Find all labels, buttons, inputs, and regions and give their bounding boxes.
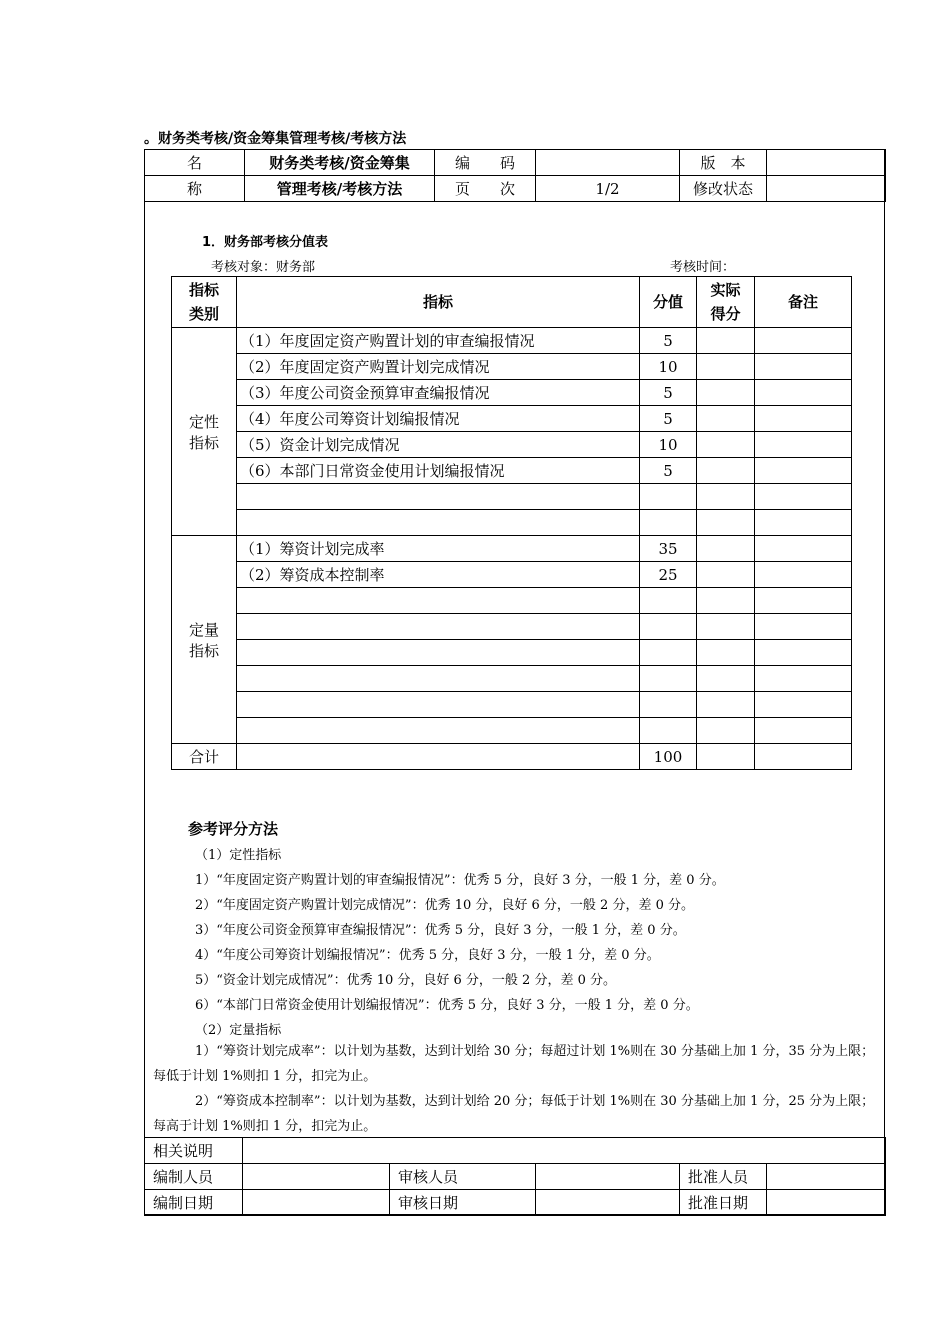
actual-score-cell (697, 380, 755, 406)
indicator-cell (237, 640, 640, 666)
table-row (172, 328, 852, 354)
score-cell (640, 718, 697, 744)
table-row (172, 354, 852, 380)
related-label: 相关说明 (145, 1138, 243, 1164)
approved-date-label: 批准日期 (680, 1190, 767, 1216)
code-label: 编 码 (435, 150, 536, 176)
name-value-line1: 财务类考核/资金筹集 (245, 150, 435, 176)
score-cell: 5 (640, 328, 697, 354)
score-cell: 10 (640, 432, 697, 458)
col-score: 分值 (640, 277, 697, 328)
document-title: 。财务类考核/资金筹集管理考核/考核方法 (144, 131, 407, 147)
col-note: 备注 (755, 277, 852, 328)
qual-item: 4）“年度公司筹资计划编报情况”：优秀 5 分，良好 3 分，一般 1 分，差 0 分。 (195, 948, 660, 963)
qual-heading: （1）定性指标 (195, 848, 282, 863)
score-cell: 5 (640, 406, 697, 432)
actual-score-cell (697, 484, 755, 510)
quant-item: 2）“筹资成本控制率”：以计划为基数，达到计划给 20 分；每低于计划 1%则在 30 分基础上加 1 分，25 分为上限；每高于计划 1%则扣 1 分，扣完为止。 (153, 1094, 875, 1134)
indicator-cell: （1）年度固定资产购置计划的审查编报情况 (237, 328, 640, 354)
quant-item: 1）“筹资计划完成率”：以计划为基数，达到计划给 30 分；每超过计划 1%则在 30 分基础上加 1 分，35 分为上限；每低于计划 1%则扣 1 分，扣完为止。 (153, 1044, 875, 1084)
total-label: 合计 (172, 744, 237, 770)
actual-score-cell (697, 666, 755, 692)
score-cell (640, 588, 697, 614)
assessment-time: 考核时间： (670, 260, 736, 275)
note-cell (755, 718, 852, 744)
score-cell (640, 666, 697, 692)
header-table (144, 149, 886, 202)
table-row (172, 614, 852, 640)
actual-score-cell (697, 432, 755, 458)
actual-score-cell (697, 536, 755, 562)
qual-item: 1）“年度固定资产购置计划的审查编报情况”：优秀 5 分，良好 3 分，一般 1 分，差 0 分。 (195, 873, 725, 888)
revision-value (767, 176, 886, 202)
table-row (172, 588, 852, 614)
footer-table (144, 1137, 886, 1216)
table-row (172, 562, 852, 588)
quantitative-label: 定量 指标 (172, 536, 237, 744)
actual-score-cell (697, 406, 755, 432)
table-row (172, 510, 852, 536)
note-cell (755, 380, 852, 406)
reviewed-by-label: 审核人员 (390, 1164, 536, 1190)
qual-item: 3）“年度公司资金预算审查编报情况”：优秀 5 分，良好 3 分，一般 1 分，差 0 分。 (195, 923, 686, 938)
score-cell: 25 (640, 562, 697, 588)
col-actual: 实际 得分 (697, 277, 755, 328)
note-cell (755, 354, 852, 380)
version-label: 版 本 (680, 150, 767, 176)
total-row (172, 744, 852, 770)
table-header-row (172, 277, 852, 328)
approved-by-label: 批准人员 (680, 1164, 767, 1190)
score-cell (640, 692, 697, 718)
note-cell (755, 406, 852, 432)
document-frame (144, 149, 885, 1215)
score-cell: 35 (640, 536, 697, 562)
actual-score-cell (697, 510, 755, 536)
prepared-by-label: 编制人员 (145, 1164, 243, 1190)
version-value (767, 150, 886, 176)
table-row (172, 692, 852, 718)
score-cell (640, 484, 697, 510)
score-cell: 10 (640, 354, 697, 380)
qual-item: 2）“年度固定资产购置计划完成情况”：优秀 10 分，良好 6 分，一般 2 分，差 0 分。 (195, 898, 694, 913)
note-cell (755, 692, 852, 718)
page-label: 页 次 (435, 176, 536, 202)
score-table (171, 276, 852, 770)
score-cell (640, 640, 697, 666)
code-value (536, 150, 680, 176)
actual-score-cell (697, 692, 755, 718)
actual-score-cell (697, 458, 755, 484)
actual-score-cell (697, 614, 755, 640)
score-cell (640, 510, 697, 536)
score-cell (640, 614, 697, 640)
table-row (172, 380, 852, 406)
name-label-2: 称 (145, 176, 245, 202)
page-value: 1/2 (536, 176, 680, 202)
actual-score-cell (697, 562, 755, 588)
table-row (172, 484, 852, 510)
note-cell (755, 458, 852, 484)
indicator-cell: （1）筹资计划完成率 (237, 536, 640, 562)
total-value: 100 (640, 744, 697, 770)
indicator-cell (237, 666, 640, 692)
related-value (243, 1138, 886, 1164)
col-category: 指标 类别 (172, 277, 237, 328)
score-table-title: 1．财务部考核分值表 (202, 235, 329, 250)
revision-label: 修改状态 (680, 176, 767, 202)
actual-score-cell (697, 640, 755, 666)
note-cell (755, 614, 852, 640)
indicator-cell (237, 510, 640, 536)
note-cell (755, 328, 852, 354)
indicator-cell: （6）本部门日常资金使用计划编报情况 (237, 458, 640, 484)
indicator-cell (237, 718, 640, 744)
score-cell: 5 (640, 380, 697, 406)
table-row (172, 666, 852, 692)
table-row (172, 406, 852, 432)
table-row (172, 718, 852, 744)
indicator-cell: （3）年度公司资金预算审查编报情况 (237, 380, 640, 406)
indicator-cell: （4）年度公司筹资计划编报情况 (237, 406, 640, 432)
note-cell (755, 484, 852, 510)
qualitative-label: 定性 指标 (172, 328, 237, 536)
note-cell (755, 588, 852, 614)
actual-score-cell (697, 588, 755, 614)
assessment-subject: 考核对象：财务部 (211, 260, 316, 275)
reference-title: 参考评分方法 (188, 820, 279, 838)
table-row (172, 432, 852, 458)
note-cell (755, 666, 852, 692)
indicator-cell: （2）年度固定资产购置计划完成情况 (237, 354, 640, 380)
note-cell (755, 510, 852, 536)
quant-heading: （2）定量指标 (195, 1023, 282, 1038)
actual-score-cell (697, 718, 755, 744)
indicator-cell (237, 588, 640, 614)
indicator-cell (237, 692, 640, 718)
name-label: 名 (145, 150, 245, 176)
note-cell (755, 640, 852, 666)
note-cell (755, 432, 852, 458)
indicator-cell (237, 484, 640, 510)
col-indicator: 指标 (237, 277, 640, 328)
actual-score-cell (697, 328, 755, 354)
score-cell: 5 (640, 458, 697, 484)
note-cell (755, 536, 852, 562)
reviewed-date-label: 审核日期 (390, 1190, 536, 1216)
name-value-line2: 管理考核/考核方法 (245, 176, 435, 202)
prepared-date-label: 编制日期 (145, 1190, 243, 1216)
qual-item: 5）“资金计划完成情况”：优秀 10 分，良好 6 分，一般 2 分，差 0 分。 (195, 973, 616, 988)
table-row (172, 536, 852, 562)
indicator-cell: （5）资金计划完成情况 (237, 432, 640, 458)
actual-score-cell (697, 354, 755, 380)
indicator-cell (237, 614, 640, 640)
qual-item: 6）“本部门日常资金使用计划编报情况”：优秀 5 分，良好 3 分，一般 1 分，差 0 分。 (195, 998, 699, 1013)
table-row (172, 640, 852, 666)
table-row (172, 458, 852, 484)
note-cell (755, 562, 852, 588)
indicator-cell: （2）筹资成本控制率 (237, 562, 640, 588)
